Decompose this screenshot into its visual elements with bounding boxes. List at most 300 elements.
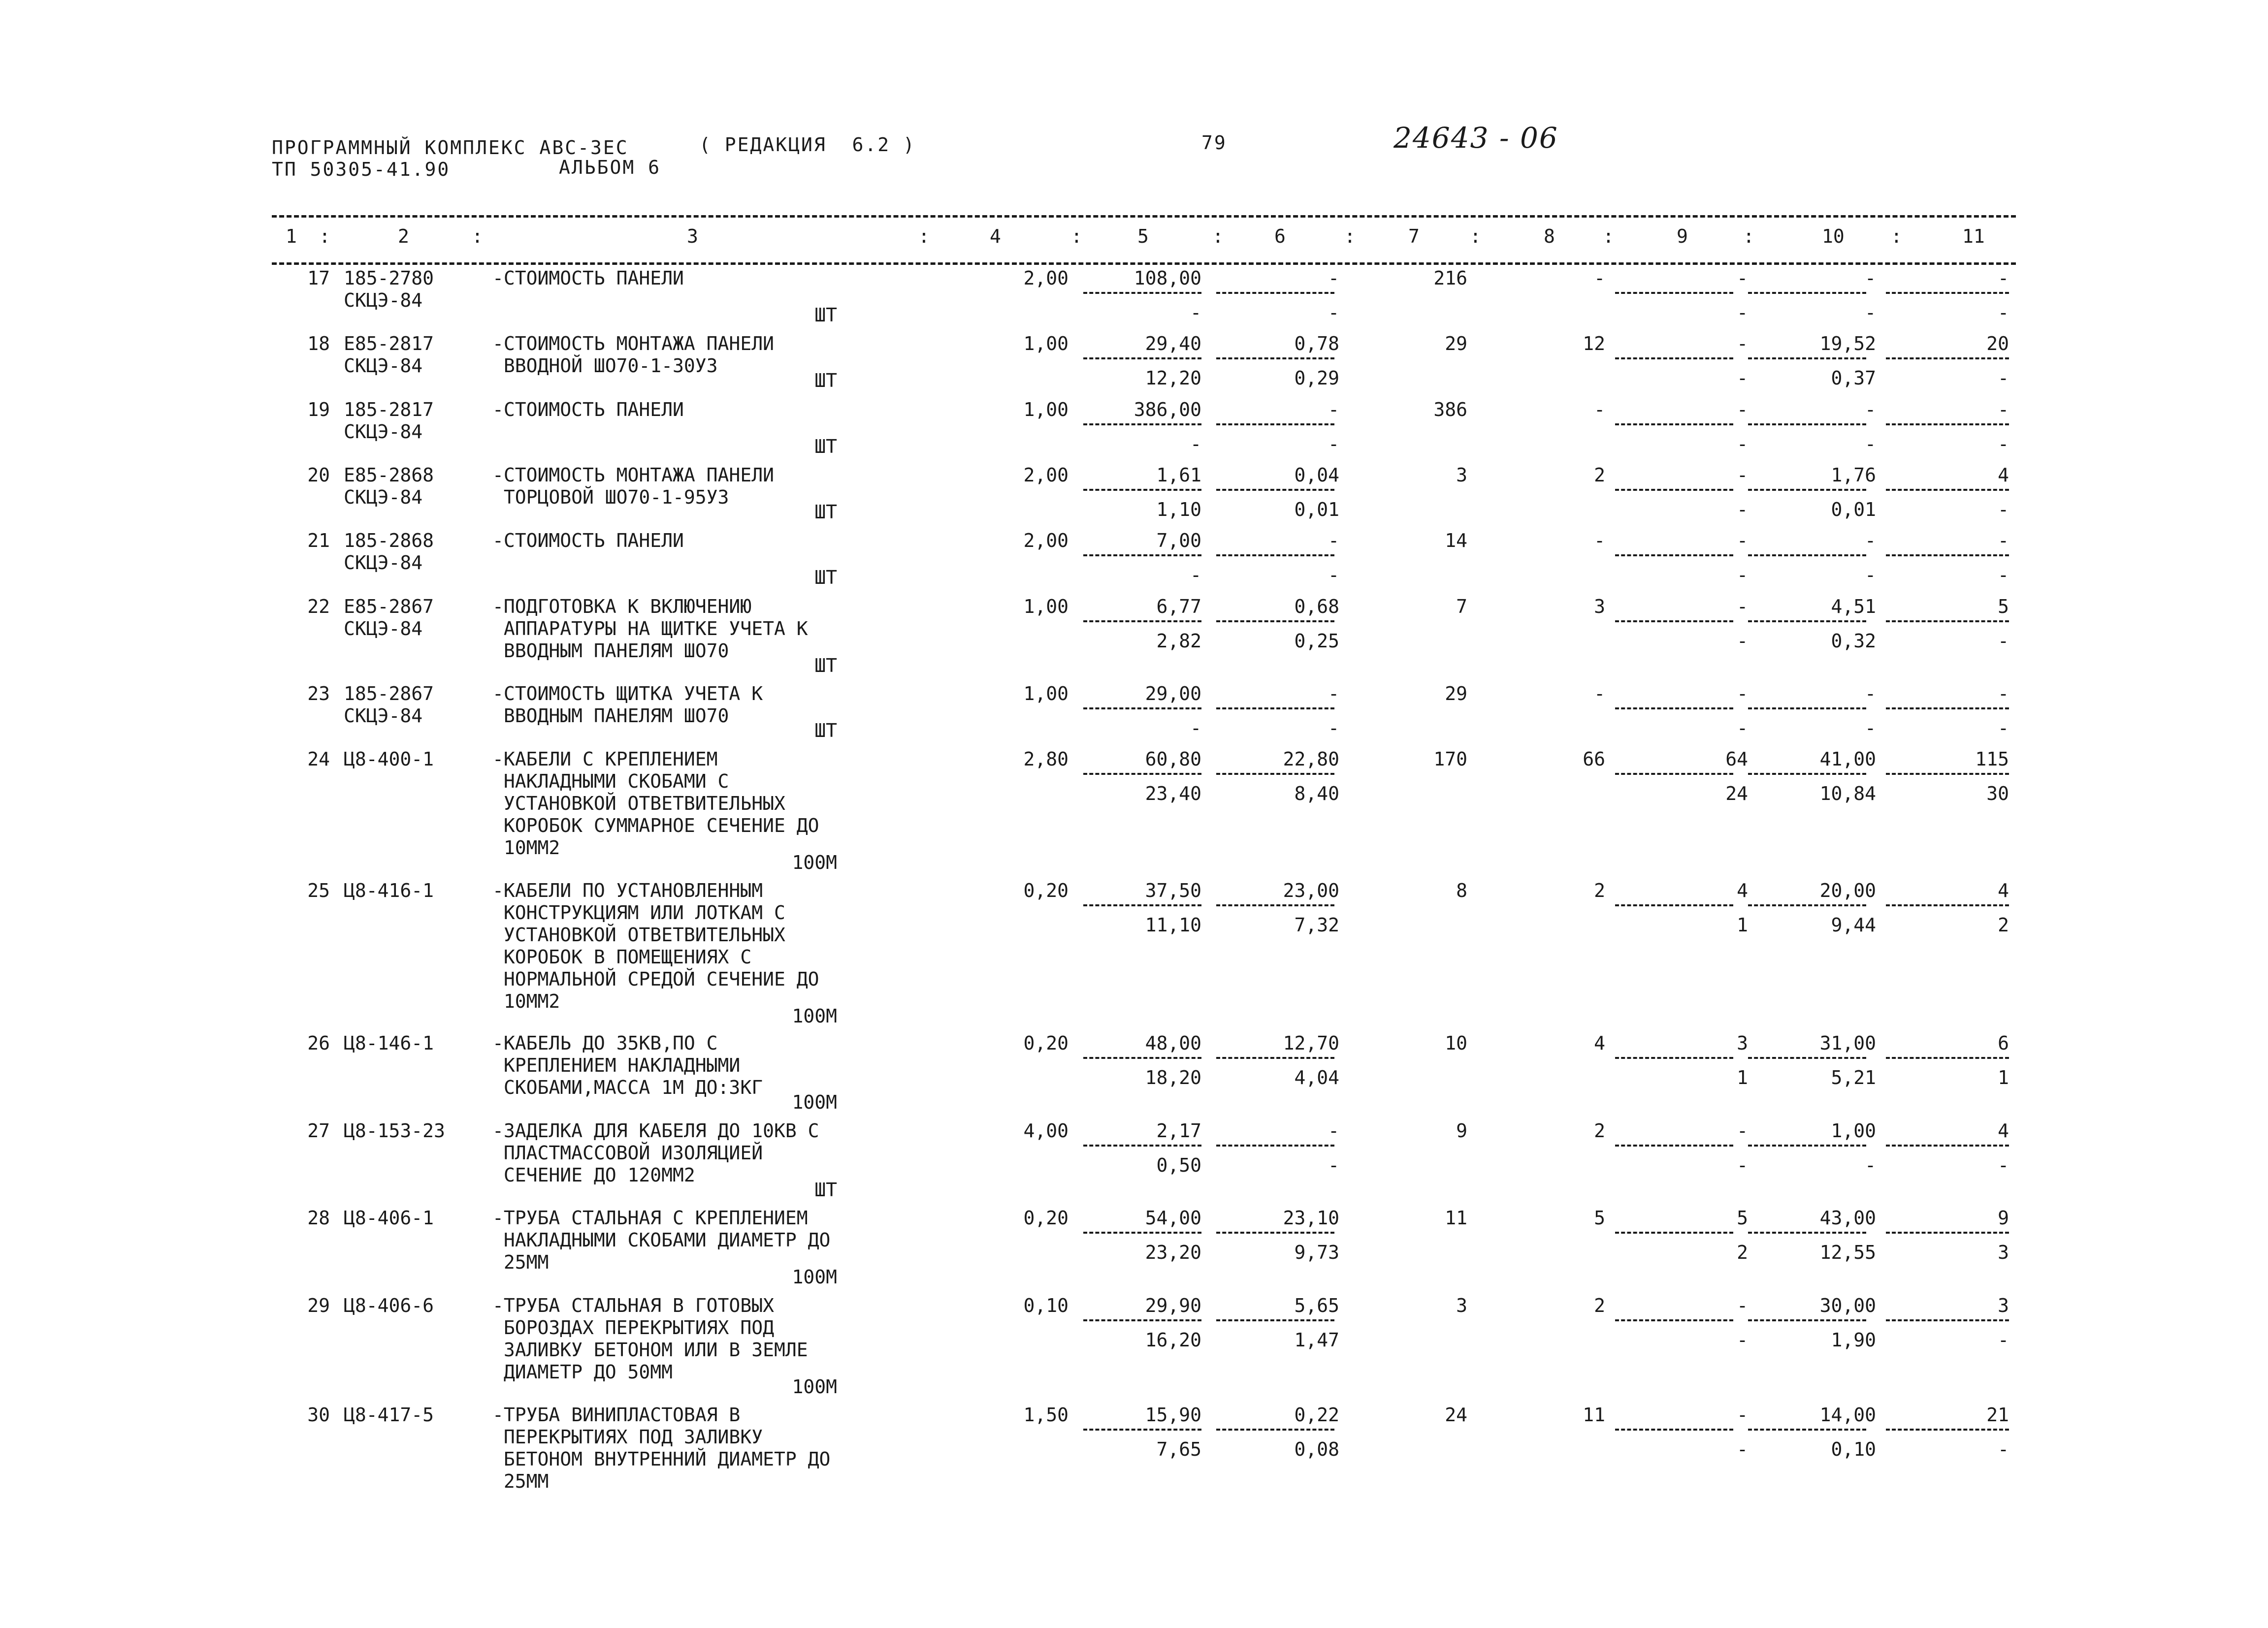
row-divider bbox=[1615, 1319, 1733, 1321]
work-description: НОРМАЛЬНОЙ СРЕДОЙ СЕЧЕНИЕ ДО bbox=[492, 968, 819, 990]
row-divider bbox=[1083, 1145, 1201, 1147]
total-wages: 3 bbox=[1594, 596, 1605, 617]
labor-cost: - bbox=[1865, 399, 1876, 420]
row-divider bbox=[1748, 773, 1866, 775]
unit-cost-total: 6,77 bbox=[1156, 596, 1201, 617]
row-divider bbox=[1748, 357, 1866, 359]
row-number: 30 bbox=[307, 1404, 330, 1426]
row-divider bbox=[1216, 489, 1334, 491]
unit-wages: 23,20 bbox=[1145, 1242, 1201, 1263]
row-number: 23 bbox=[307, 683, 330, 704]
unit-cost-total: 1,61 bbox=[1156, 464, 1201, 486]
row-number: 22 bbox=[307, 596, 330, 617]
unit-of-measure: 100М bbox=[792, 1091, 837, 1113]
unit-machinery-wages: - bbox=[1328, 564, 1339, 586]
row-divider bbox=[1216, 620, 1334, 622]
unit-wages: 23,40 bbox=[1145, 783, 1201, 804]
total-cost: 9 bbox=[1456, 1120, 1467, 1142]
work-description: 25ММ bbox=[492, 1251, 549, 1273]
unit-cost-machinery: 0,22 bbox=[1294, 1404, 1339, 1426]
row-number: 18 bbox=[307, 333, 330, 354]
price-code: СКЦЭ-84 bbox=[344, 552, 423, 574]
total-cost: 11 bbox=[1445, 1207, 1467, 1229]
work-description: 25ММ bbox=[492, 1470, 549, 1492]
total-machinery: - bbox=[1737, 399, 1748, 420]
column-number: 8 bbox=[1544, 225, 1555, 247]
row-divider bbox=[1748, 904, 1866, 906]
unit-of-measure: ШТ bbox=[814, 501, 837, 523]
row-divider bbox=[1083, 292, 1201, 294]
row-number: 24 bbox=[307, 748, 330, 770]
work-description: -СТОИМОСТЬ МОНТАЖА ПАНЕЛИ bbox=[492, 464, 774, 486]
column-separator: : bbox=[319, 225, 330, 247]
unit-machinery-wages: 0,01 bbox=[1294, 499, 1339, 520]
quantity: 2,00 bbox=[1023, 267, 1069, 289]
total-machinery: - bbox=[1737, 596, 1748, 617]
labor-cost: - bbox=[1865, 530, 1876, 551]
price-code: СКЦЭ-84 bbox=[344, 421, 423, 443]
work-description: -ТРУБА ВИНИПЛАСТОВАЯ В bbox=[492, 1404, 741, 1426]
unit-of-measure: ШТ bbox=[814, 1179, 837, 1201]
unit-of-measure: ШТ bbox=[814, 655, 837, 676]
row-divider bbox=[1083, 773, 1201, 775]
labor-machinery: - bbox=[1865, 433, 1876, 455]
row-divider bbox=[1216, 707, 1334, 709]
price-code: СКЦЭ-84 bbox=[344, 486, 423, 508]
column-separator: : bbox=[1891, 225, 1902, 247]
row-divider bbox=[1748, 1057, 1866, 1059]
total-wages: 4 bbox=[1594, 1032, 1605, 1054]
unit-of-measure: 100М bbox=[792, 852, 837, 873]
price-code: Ц8-406-1 bbox=[344, 1207, 434, 1229]
labor-machinery-total: - bbox=[1998, 630, 2009, 652]
unit-wages: - bbox=[1190, 302, 1201, 323]
work-description: ПЛАСТМАССОВОЙ ИЗОЛЯЦИЕЙ bbox=[492, 1142, 763, 1164]
labor-machinery-total: 3 bbox=[1998, 1242, 2009, 1263]
unit-cost-machinery: 0,78 bbox=[1294, 333, 1339, 354]
unit-cost-machinery: 0,68 bbox=[1294, 596, 1339, 617]
labor-machinery: - bbox=[1865, 1154, 1876, 1176]
labor-machinery-total: - bbox=[1998, 1438, 2009, 1460]
work-description: -ПОДГОТОВКА К ВКЛЮЧЕНИЮ bbox=[492, 596, 752, 617]
total-machinery: - bbox=[1737, 1295, 1748, 1316]
labor-total: 20 bbox=[1986, 333, 2009, 354]
labor-machinery: 0,32 bbox=[1831, 630, 1876, 652]
labor-total: 9 bbox=[1998, 1207, 2009, 1229]
unit-machinery-wages: 4,04 bbox=[1294, 1067, 1339, 1088]
header-edition: ( РЕДАКЦИЯ 6.2 ) bbox=[699, 134, 916, 156]
work-description: ЗАЛИВКУ БЕТОНОМ ИЛИ В ЗЕМЛЕ bbox=[492, 1339, 808, 1361]
row-divider bbox=[1886, 554, 2009, 556]
total-wages: 12 bbox=[1583, 333, 1605, 354]
row-divider bbox=[1748, 423, 1866, 425]
labor-machinery-total: 1 bbox=[1998, 1067, 2009, 1088]
column-separator: : bbox=[1344, 225, 1356, 247]
row-number: 17 bbox=[307, 267, 330, 289]
unit-cost-total: 386,00 bbox=[1134, 399, 1201, 420]
unit-cost-total: 29,40 bbox=[1145, 333, 1201, 354]
unit-cost-machinery: 5,65 bbox=[1294, 1295, 1339, 1316]
row-number: 21 bbox=[307, 530, 330, 551]
labor-total: 5 bbox=[1998, 596, 2009, 617]
unit-cost-total: 15,90 bbox=[1145, 1404, 1201, 1426]
row-divider bbox=[1083, 1232, 1201, 1234]
unit-wages: - bbox=[1190, 433, 1201, 455]
machinery-wages: 1 bbox=[1737, 1067, 1748, 1088]
unit-cost-total: 29,00 bbox=[1145, 683, 1201, 704]
quantity: 1,00 bbox=[1023, 683, 1069, 704]
total-wages: - bbox=[1594, 530, 1605, 551]
total-cost: 3 bbox=[1456, 464, 1467, 486]
total-wages: 2 bbox=[1594, 1295, 1605, 1316]
labor-cost: 4,51 bbox=[1831, 596, 1876, 617]
unit-wages: 11,10 bbox=[1145, 914, 1201, 936]
unit-machinery-wages: - bbox=[1328, 302, 1339, 323]
labor-total: 6 bbox=[1998, 1032, 2009, 1054]
unit-of-measure: 100М bbox=[792, 1266, 837, 1288]
labor-machinery-total: - bbox=[1998, 302, 2009, 323]
labor-total: - bbox=[1998, 530, 2009, 551]
column-separator: : bbox=[1071, 225, 1082, 247]
quantity: 0,20 bbox=[1023, 1207, 1069, 1229]
labor-total: 4 bbox=[1998, 464, 2009, 486]
unit-of-measure: 100М bbox=[792, 1376, 837, 1398]
total-machinery: 5 bbox=[1737, 1207, 1748, 1229]
work-description: ПЕРЕКРЫТИЯХ ПОД ЗАЛИВКУ bbox=[492, 1426, 763, 1448]
unit-cost-total: 37,50 bbox=[1145, 880, 1201, 901]
row-number: 27 bbox=[307, 1120, 330, 1142]
unit-of-measure: ШТ bbox=[814, 567, 837, 588]
price-code: Ц8-153-23 bbox=[344, 1120, 445, 1142]
labor-machinery: 1,90 bbox=[1831, 1329, 1876, 1351]
labor-machinery: 10,84 bbox=[1819, 783, 1876, 804]
unit-cost-total: 108,00 bbox=[1134, 267, 1201, 289]
price-code: СКЦЭ-84 bbox=[344, 289, 423, 311]
column-separator: : bbox=[472, 225, 483, 247]
column-separator: : bbox=[1603, 225, 1614, 247]
total-wages: 11 bbox=[1583, 1404, 1605, 1426]
labor-cost: - bbox=[1865, 267, 1876, 289]
unit-of-measure: ШТ bbox=[814, 720, 837, 741]
unit-machinery-wages: 0,29 bbox=[1294, 367, 1339, 389]
work-description: БЕТОНОМ ВНУТРЕННИЙ ДИАМЕТР ДО bbox=[492, 1448, 831, 1470]
row-divider bbox=[1615, 357, 1733, 359]
labor-total: 115 bbox=[1975, 748, 2009, 770]
price-code: СКЦЭ-84 bbox=[344, 618, 423, 639]
row-divider bbox=[1886, 1319, 2009, 1321]
work-description: ТОРЦОВОЙ ШО70-1-95У3 bbox=[492, 486, 729, 508]
labor-machinery-total: - bbox=[1998, 717, 2009, 739]
row-divider bbox=[1216, 1232, 1334, 1234]
labor-machinery: - bbox=[1865, 302, 1876, 323]
unit-wages: 0,50 bbox=[1156, 1154, 1201, 1176]
column-separator: : bbox=[918, 225, 930, 247]
unit-wages: 7,65 bbox=[1156, 1438, 1201, 1460]
total-machinery: - bbox=[1737, 683, 1748, 704]
row-divider bbox=[1216, 773, 1334, 775]
row-divider bbox=[1886, 1232, 2009, 1234]
column-separator: : bbox=[1743, 225, 1754, 247]
work-description: ВВОДНЫМ ПАНЕЛЯМ ШО70 bbox=[492, 640, 729, 662]
unit-machinery-wages: - bbox=[1328, 1154, 1339, 1176]
row-divider bbox=[1615, 554, 1733, 556]
row-number: 26 bbox=[307, 1032, 330, 1054]
column-number: 2 bbox=[398, 225, 409, 247]
total-cost: 170 bbox=[1433, 748, 1467, 770]
machinery-wages: - bbox=[1737, 717, 1748, 739]
labor-cost: 43,00 bbox=[1819, 1207, 1876, 1229]
total-cost: 7 bbox=[1456, 596, 1467, 617]
labor-machinery-total: - bbox=[1998, 499, 2009, 520]
unit-machinery-wages: 9,73 bbox=[1294, 1242, 1339, 1263]
column-number: 5 bbox=[1137, 225, 1149, 247]
quantity: 0,10 bbox=[1023, 1295, 1069, 1316]
labor-machinery-total: - bbox=[1998, 433, 2009, 455]
total-wages: - bbox=[1594, 267, 1605, 289]
unit-cost-total: 48,00 bbox=[1145, 1032, 1201, 1054]
table-top-rule bbox=[272, 215, 2016, 218]
column-number: 7 bbox=[1408, 225, 1420, 247]
total-machinery: - bbox=[1737, 464, 1748, 486]
work-description: -СТОИМОСТЬ ПАНЕЛИ bbox=[492, 530, 684, 551]
labor-cost: 1,00 bbox=[1831, 1120, 1876, 1142]
unit-of-measure: ШТ bbox=[814, 304, 837, 326]
quantity: 2,80 bbox=[1023, 748, 1069, 770]
work-description: ВВОДНОЙ ШО70-1-30У3 bbox=[492, 355, 718, 377]
total-wages: 66 bbox=[1583, 748, 1605, 770]
row-number: 25 bbox=[307, 880, 330, 901]
header-album: АЛЬБОМ 6 bbox=[559, 157, 661, 178]
total-machinery: 3 bbox=[1737, 1032, 1748, 1054]
labor-cost: 30,00 bbox=[1819, 1295, 1876, 1316]
price-code: 185-2867 bbox=[344, 683, 434, 704]
row-divider bbox=[1748, 1145, 1866, 1147]
unit-cost-total: 2,17 bbox=[1156, 1120, 1201, 1142]
labor-cost: 1,76 bbox=[1831, 464, 1876, 486]
price-code: Ц8-400-1 bbox=[344, 748, 434, 770]
row-divider bbox=[1083, 423, 1201, 425]
total-machinery: - bbox=[1737, 267, 1748, 289]
unit-cost-machinery: - bbox=[1328, 267, 1339, 289]
labor-machinery: 9,44 bbox=[1831, 914, 1876, 936]
labor-total: - bbox=[1998, 399, 2009, 420]
total-cost: 216 bbox=[1433, 267, 1467, 289]
total-cost: 29 bbox=[1445, 683, 1467, 704]
machinery-wages: - bbox=[1737, 499, 1748, 520]
labor-machinery-total: - bbox=[1998, 1154, 2009, 1176]
price-code: Ц8-417-5 bbox=[344, 1404, 434, 1426]
unit-wages: 1,10 bbox=[1156, 499, 1201, 520]
row-divider bbox=[1083, 1057, 1201, 1059]
row-divider bbox=[1886, 904, 2009, 906]
quantity: 0,20 bbox=[1023, 880, 1069, 901]
price-code: Ц8-406-6 bbox=[344, 1295, 434, 1316]
work-description: КОРОБОК СУММАРНОЕ СЕЧЕНИЕ ДО bbox=[492, 815, 819, 836]
unit-of-measure: ШТ bbox=[814, 370, 837, 391]
unit-cost-machinery: 23,10 bbox=[1283, 1207, 1339, 1229]
unit-wages: 2,82 bbox=[1156, 630, 1201, 652]
work-description: -ЗАДЕЛКА ДЛЯ КАБЕЛЯ ДО 10КВ С bbox=[492, 1120, 819, 1142]
row-divider bbox=[1615, 423, 1733, 425]
labor-total: - bbox=[1998, 683, 2009, 704]
row-divider bbox=[1615, 707, 1733, 709]
labor-machinery-total: - bbox=[1998, 1329, 2009, 1351]
work-description: КРЕПЛЕНИЕМ НАКЛАДНЫМИ bbox=[492, 1054, 741, 1076]
labor-machinery: 12,55 bbox=[1819, 1242, 1876, 1263]
labor-cost: 41,00 bbox=[1819, 748, 1876, 770]
machinery-wages: - bbox=[1737, 1438, 1748, 1460]
unit-cost-machinery: - bbox=[1328, 683, 1339, 704]
unit-of-measure: ШТ bbox=[814, 436, 837, 457]
work-description: УСТАНОВКОЙ ОТВЕТВИТЕЛЬНЫХ bbox=[492, 924, 785, 946]
work-description: ВВОДНЫМ ПАНЕЛЯМ ШО70 bbox=[492, 705, 729, 727]
row-number: 29 bbox=[307, 1295, 330, 1316]
row-divider bbox=[1748, 489, 1866, 491]
labor-total: - bbox=[1998, 267, 2009, 289]
total-wages: 2 bbox=[1594, 880, 1605, 901]
labor-total: 4 bbox=[1998, 880, 2009, 901]
total-machinery: 4 bbox=[1737, 880, 1748, 901]
total-wages: - bbox=[1594, 399, 1605, 420]
work-description: СЕЧЕНИЕ ДО 120ММ2 bbox=[492, 1164, 695, 1186]
row-divider bbox=[1216, 292, 1334, 294]
labor-total: 3 bbox=[1998, 1295, 2009, 1316]
row-divider bbox=[1748, 1319, 1866, 1321]
row-divider bbox=[1216, 1429, 1334, 1431]
price-code: Ц8-146-1 bbox=[344, 1032, 434, 1054]
row-divider bbox=[1886, 707, 2009, 709]
column-separator: : bbox=[1212, 225, 1224, 247]
labor-machinery-total: 30 bbox=[1986, 783, 2009, 804]
machinery-wages: - bbox=[1737, 367, 1748, 389]
row-divider bbox=[1748, 620, 1866, 622]
table-header-rule bbox=[272, 262, 2016, 265]
row-divider bbox=[1083, 357, 1201, 359]
work-description: -СТОИМОСТЬ ЩИТКА УЧЕТА К bbox=[492, 683, 763, 704]
unit-wages: 18,20 bbox=[1145, 1067, 1201, 1088]
price-code: 185-2817 bbox=[344, 399, 434, 420]
row-divider bbox=[1216, 1145, 1334, 1147]
unit-cost-machinery: - bbox=[1328, 1120, 1339, 1142]
row-divider bbox=[1615, 489, 1733, 491]
row-divider bbox=[1216, 357, 1334, 359]
price-code: Ц8-416-1 bbox=[344, 880, 434, 901]
row-divider bbox=[1615, 1232, 1733, 1234]
labor-cost: 19,52 bbox=[1819, 333, 1876, 354]
document-number: 24643 - 06 bbox=[1393, 121, 1558, 155]
column-number: 11 bbox=[1962, 225, 1985, 247]
row-divider bbox=[1083, 554, 1201, 556]
quantity: 2,00 bbox=[1023, 464, 1069, 486]
labor-machinery-total: - bbox=[1998, 564, 2009, 586]
quantity: 1,00 bbox=[1023, 596, 1069, 617]
column-number: 4 bbox=[990, 225, 1001, 247]
unit-cost-total: 54,00 bbox=[1145, 1207, 1201, 1229]
labor-cost: 14,00 bbox=[1819, 1404, 1876, 1426]
labor-cost: 20,00 bbox=[1819, 880, 1876, 901]
row-divider bbox=[1748, 1232, 1866, 1234]
row-number: 19 bbox=[307, 399, 330, 420]
row-divider bbox=[1748, 1429, 1866, 1431]
total-cost: 386 bbox=[1433, 399, 1467, 420]
price-code: Е85-2817 bbox=[344, 333, 434, 354]
machinery-wages: - bbox=[1737, 1154, 1748, 1176]
work-description: -ТРУБА СТАЛЬНАЯ В ГОТОВЫХ bbox=[492, 1295, 774, 1316]
work-description: -КАБЕЛЬ ДО 35КВ,ПО С bbox=[492, 1032, 718, 1054]
header-project-code: ТП 50305-41.90 bbox=[272, 159, 451, 180]
machinery-wages: 24 bbox=[1725, 783, 1748, 804]
unit-cost-total: 29,90 bbox=[1145, 1295, 1201, 1316]
row-divider bbox=[1615, 904, 1733, 906]
work-description: АППАРАТУРЫ НА ЩИТКЕ УЧЕТА К bbox=[492, 618, 808, 639]
machinery-wages: - bbox=[1737, 302, 1748, 323]
row-divider bbox=[1216, 423, 1334, 425]
machinery-wages: - bbox=[1737, 630, 1748, 652]
row-divider bbox=[1886, 423, 2009, 425]
row-divider bbox=[1083, 707, 1201, 709]
row-divider bbox=[1615, 1429, 1733, 1431]
row-divider bbox=[1216, 1319, 1334, 1321]
labor-cost: 31,00 bbox=[1819, 1032, 1876, 1054]
total-wages: - bbox=[1594, 683, 1605, 704]
total-machinery: - bbox=[1737, 333, 1748, 354]
work-description: 10ММ2 bbox=[492, 990, 560, 1012]
row-divider bbox=[1083, 904, 1201, 906]
row-divider bbox=[1748, 554, 1866, 556]
work-description: ДИАМЕТР ДО 50ММ bbox=[492, 1361, 673, 1383]
row-divider bbox=[1886, 1429, 2009, 1431]
unit-machinery-wages: 0,25 bbox=[1294, 630, 1339, 652]
work-description: БОРОЗДАХ ПЕРЕКРЫТИЯХ ПОД bbox=[492, 1317, 774, 1339]
work-description: СКОБАМИ,МАССА 1М ДО:3КГ bbox=[492, 1077, 763, 1098]
price-code: Е85-2867 bbox=[344, 596, 434, 617]
labor-machinery-total: 2 bbox=[1998, 914, 2009, 936]
quantity: 1,00 bbox=[1023, 399, 1069, 420]
row-divider bbox=[1083, 1429, 1201, 1431]
row-divider bbox=[1886, 489, 2009, 491]
unit-machinery-wages: 8,40 bbox=[1294, 783, 1339, 804]
price-code: Е85-2868 bbox=[344, 464, 434, 486]
total-cost: 14 bbox=[1445, 530, 1467, 551]
price-code: 185-2780 bbox=[344, 267, 434, 289]
row-divider bbox=[1083, 1319, 1201, 1321]
work-description: -СТОИМОСТЬ МОНТАЖА ПАНЕЛИ bbox=[492, 333, 774, 354]
row-number: 20 bbox=[307, 464, 330, 486]
labor-machinery: - bbox=[1865, 717, 1876, 739]
work-description: КОРОБОК В ПОМЕЩЕНИЯХ С bbox=[492, 946, 752, 968]
work-description: -СТОИМОСТЬ ПАНЕЛИ bbox=[492, 399, 684, 420]
unit-wages: 12,20 bbox=[1145, 367, 1201, 389]
quantity: 0,20 bbox=[1023, 1032, 1069, 1054]
total-cost: 10 bbox=[1445, 1032, 1467, 1054]
total-machinery: - bbox=[1737, 1120, 1748, 1142]
total-cost: 29 bbox=[1445, 333, 1467, 354]
quantity: 1,00 bbox=[1023, 333, 1069, 354]
work-description: 10ММ2 bbox=[492, 837, 560, 859]
labor-machinery: 5,21 bbox=[1831, 1067, 1876, 1088]
price-code: СКЦЭ-84 bbox=[344, 355, 423, 377]
row-divider bbox=[1748, 707, 1866, 709]
work-description: НАКЛАДНЫМИ СКОБАМИ ДИАМЕТР ДО bbox=[492, 1229, 831, 1251]
unit-cost-machinery: - bbox=[1328, 399, 1339, 420]
quantity: 4,00 bbox=[1023, 1120, 1069, 1142]
row-divider bbox=[1615, 1145, 1733, 1147]
unit-cost-total: 7,00 bbox=[1156, 530, 1201, 551]
labor-machinery: 0,01 bbox=[1831, 499, 1876, 520]
total-machinery: 64 bbox=[1725, 748, 1748, 770]
column-number: 6 bbox=[1274, 225, 1286, 247]
row-divider bbox=[1886, 292, 2009, 294]
